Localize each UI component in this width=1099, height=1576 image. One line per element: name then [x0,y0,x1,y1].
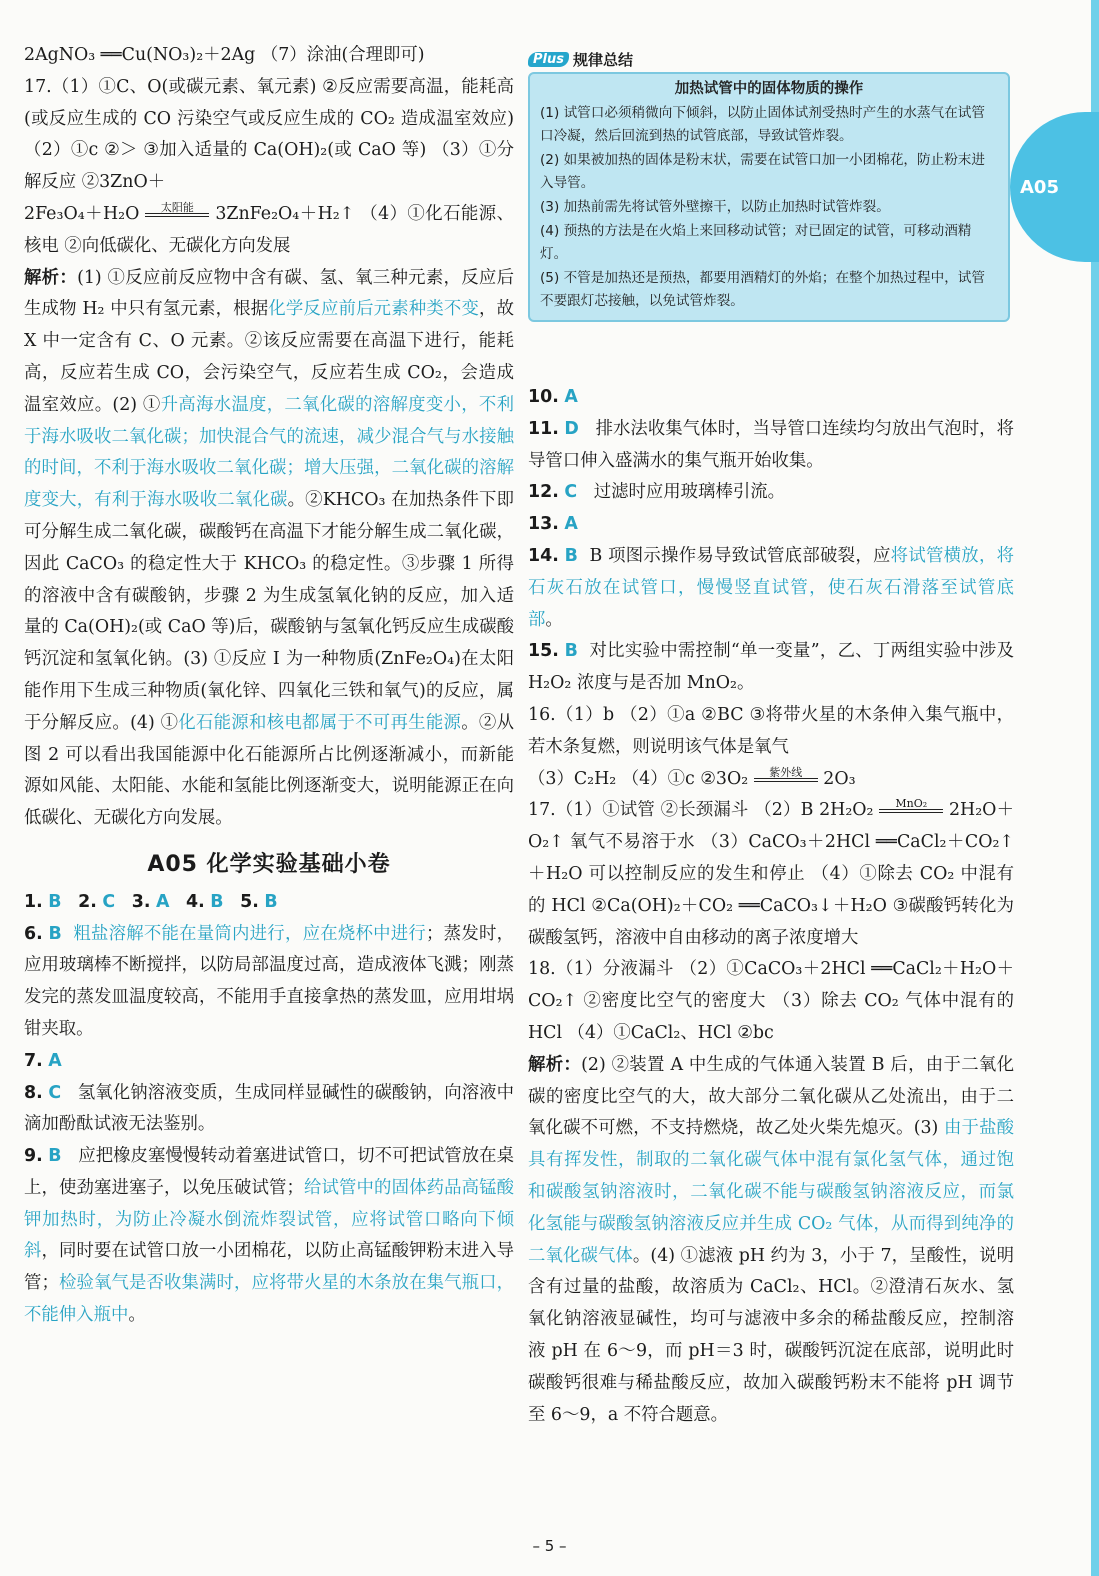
rule-summary-panel [528,72,1010,322]
page-number: – 5 – [532,1537,567,1555]
q18-analysis: 解析：(2) ②装置 A 中生成的气体通入装置 B 后，由于二氧化碳的密度比空气的大，故大部分二氧化碳从乙处流出，由于二氧化碳不可燃，不支持燃烧，故乙处火柴先熄灭。(3) 由于盐酸具有挥发性，制取的二氧化碳气体中混有氯化氢气体，通过饱和碳酸氢钠溶液时，二氧化碳不能与碳酸氢钠溶液反应，而氯化氢能与碳酸氢钠溶液反应并生成 CO₂ 气体，从而得到纯净的二氧化碳气体。(4) ①滤液 pH 约为 3，小于 7，呈酸性，说明含有过量的盐酸，故溶质为 CaCl₂、HCl。②澄清石灰水、氢氧化钠溶液显碱性，均可与滤液中多余的稀盐酸反应，控制溶液 pH 在 6～9，而 pH＝3 时，碳酸钙沉淀在底部，说明此时碳酸钙很难与稀盐酸反应，故加入碳酸钙粉末不能将 pH 调节至 6～9，a 不符合题意。 [528,1054,1014,1425]
analysis-label: 解析： [24,267,78,288]
answers-1-5: 1. B 2. C 3. A 4. B 5. B [24,891,278,912]
highlight-text: 升高海水温度，二氧化碳的溶解度变小，不利于海水吸收二氧化碳；加快混合气的流速，减少混合气与水接触的时间，不利于海水吸收二氧化碳；增大压强，二氧化碳的溶解度变大，有利于海水吸收二氧化碳 [24,394,514,511]
rule-summary-header [528,46,1010,72]
q14-answer: 14. B B 项图示操作易导致试管底部破裂，应将试管横放，将石灰石放在试管口，慢慢竖直试管，使石灰石滑落至试管底部。 [528,545,1015,630]
rule-item: (2) 如果被加热的固体是粉末状，需要在试管口加一小团棉花，防止粉末进入导管。 [540,151,985,192]
q13-answer: 13. A [528,514,578,535]
rule-item: (1) 试管口必须稍微向下倾斜，以防止固体试剂受热时产生的水蒸气在试管口冷凝，然后回流到热的试管底部，导致试管炸裂。 [540,104,985,145]
section-tab-label: A05 [1020,176,1059,198]
line-agno3-equation: 2AgNO₃ ══Cu(NO₃)₂＋2Ag （7）涂油(合理即可) [24,45,425,65]
q17-answer: 17.（1）①C、O(或碳元素、氧元素) ②反应需要高温，能耗高(或反应生成的 CO 污染空气或反应生成的 CO₂ 造成温室效应) （2）①c ②＞ ③加入适量的 Ca(OH)₂(或 CaO 等) （3）①分解反应 ②3ZnO＋ [24,76,514,193]
q16-answer: 16.（1）b （2）①a ②BC ③将带火星的木条伸入集气瓶中，若木条复燃，则说明该气体是氧气 [528,704,1014,757]
highlight-text: 由于盐酸具有挥发性，制取的二氧化碳气体中混有氯化氢气体，通过饱和碳酸氢钠溶液时，二氧化碳不能与碳酸氢钠溶液反应，而氯化氢能与碳酸氢钠溶液反应并生成 CO₂ 气体，从而得到纯净的二氧化碳气体 [528,1118,1014,1266]
highlight-text: 化学反应前后元素种类不变 [268,299,480,320]
rule-summary-box [528,46,1010,322]
condition-label: MnO₂ [895,797,928,811]
q12-answer: 12. C 过滤时应用玻璃棒引流。 [528,482,786,503]
condition-arrow [754,767,818,782]
q17-analysis: 解析：(1) ①反应前反应物中含有碳、氢、氧三种元素，反应后生成物 H₂ 中只有氢元素，根据化学反应前后元素种类不变，故 X 中一定含有 C、O 元素。②该反应需要在高温下进行，能耗高，反应若生成 CO，会污染空气，反应若生成 CO₂，会造成温室效应。(2) ①升高海水温度，二氧化碳的溶解度变小，不利于海水吸收二氧化碳；加快混合气的流速，减少混合气与水接触的时间，不利于海水吸收二氧化碳；增大压强，二氧化碳的溶解度变大，有利于海水吸收二氧化碳。②KHCO₃ 在加热条件下即可分解生成二氧化碳，碳酸钙在高温下才能分解生成二氧化碳，因此 CaCO₃ 的稳定性大于 KHCO₃ 的稳定性。③步骤 1 所得的溶液中含有碳酸钠，步骤 2 为生成氢氧化钠的反应，加入适量的 Ca(OH)₂(或 CaO 等)后，碳酸钠与氢氧化钙反应生成碳酸钙沉淀和氢氧化钠。(3) ①反应 Ⅰ 为一种物质(ZnFe₂O₄)在太阳能作用下生成三种物质(氧化锌、四氧化三铁和氧气)的反应，属于分解反应。(4) ①化石能源和核电都属于不可再生能源。②从图 2 可以看出我国能源中化石能源所占比例逐渐减小，而新能源如风能、太阳能、水能和氢能比例逐渐变大，说明能源正在向低碳化、无碳化方向发展。 [24,267,514,829]
q10-answer: 10. A [528,387,578,407]
q6-answer: 6. B 粗盐溶解不能在量筒内进行，应在烧杯中进行；蒸发时，应用玻璃棒不断搅拌，以防局部温度过高，造成液体飞溅；刚蒸发完的蒸发皿温度较高，不能用手直接拿热的蒸发皿，应用坩埚钳夹取。 [24,923,514,1039]
condition-label: 太阳能 [160,200,194,214]
rule-item: (4) 预热的方法是在火焰上来回移动试管；对已固定的试管，可移动酒精灯。 [540,222,972,263]
q9-answer: 9. B 应把橡皮塞慢慢转动着塞进试管口，切不可把试管放在桌上，使劲塞进塞子，以免压破试管；给试管中的固体药品高锰酸钾加热时，为防止冷凝水倒流炸裂试管，应将试管口略向下倾斜，同时要在试管口放一小团棉花，以防止高锰酸钾粉末进入导管；检验氧气是否收集满时，应将带火星的木条放在集气瓶口，不能伸入瓶中。 [24,1146,514,1326]
right-column [528,382,1014,1431]
left-column [24,40,514,1332]
rule-summary-title: 加热试管中的固体物质的操作 [674,81,864,97]
q15-answer: 15. B 对比实验中需控制“单一变量”，乙、丁两组实验中涉及 H₂O₂ 浓度与是否加 MnO₂。 [528,641,1014,694]
q17-equation-line: 2Fe₃O₄＋H₂O 太阳能 3ZnFe₂O₄＋H₂↑ （4）①化石能源、核电 ②向低碳化、无碳化方向发展 [24,200,515,256]
rule-summary-heading: 规律总结 [572,50,633,69]
condition-label: 紫外线 [769,765,803,779]
section-tab [1010,112,1099,262]
analysis-label: 解析： [528,1054,582,1075]
q11-answer: 11. D 排水法收集气体时，当导管口连续均匀放出气泡时，将导管口伸入盛满水的集气瓶开始收集。 [528,418,1014,471]
rule-item: (5) 不管是加热还是预热，都要用酒精灯的外焰；在整个加热过程中，试管不要跟灯芯接触，以免试管炸裂。 [540,269,985,310]
plus-badge: Plus [528,52,569,67]
q7-answer: 7. A [24,1050,62,1071]
q16-equation-line: （3）C₂H₂ （4）①c ②3O₂ 紫外线 2O₃ [528,765,856,789]
section-title: A05 化学实验基础小卷 [147,851,391,877]
highlight-text: 化石能源和核电都属于不可再生能源 [178,712,462,733]
q18-answer: 18.（1）分液漏斗 （2）①CaCO₃＋2HCl ══CaCl₂＋H₂O＋CO₂↑ ②密度比空气的密度大 （3）除去 CO₂ 气体中混有的 HCl （4）①CaCl₂、HCl ②bc [528,959,1014,1043]
q8-answer: 8. C 氢氧化钠溶液变质，生成同样显碱性的碳酸钠，向溶液中滴加酚酞试液无法鉴别。 [24,1082,514,1135]
rule-item: (3) 加热前需先将试管外壁擦干，以防止加热时试管炸裂。 [540,198,890,215]
q17-answer-right: 17.（1）①试管 ②长颈漏斗 （2）B 2H₂O₂ MnO₂ 2H₂O＋O₂↑ 氧气不易溶于水 （3）CaCO₃＋2HCl ══CaCl₂＋CO₂↑＋H₂O 可以控制反应的发生和停止 （4）①除去 CO₂ 中混有的 HCl ②Ca(OH)₂＋CO₂ ══CaCO₃↓＋H₂O ③碳酸钙转化为碳酸氢钙，溶液中自由移动的离子浓度增大 [528,797,1014,948]
condition-arrow [145,202,209,217]
condition-arrow [879,798,943,813]
